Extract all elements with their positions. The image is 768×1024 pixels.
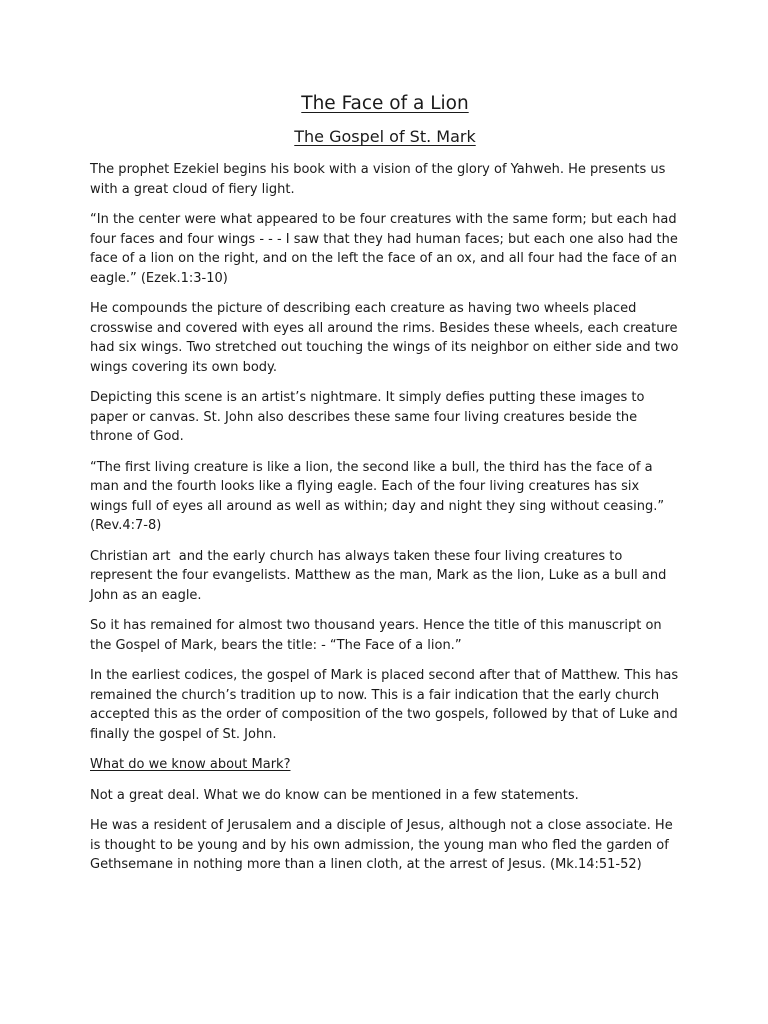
- paragraph-four-evangelists: Christian art and the early church has always taken these four living creatures to represent the four evangelists. Matthew as the man, Mark as the lion, Luke as a bull and John as an eagle.: [90, 548, 671, 603]
- paragraph-ezekiel-quote: “In the center were what appeared to be four creatures with the same form; but each had four faces and four wings - - - I saw that they had human faces; but each one also had the face of a lion on the right, and on the left the face of an ox, and all four had the face of an eagle.” (Ezek.1:3-10): [90, 212, 683, 286]
- section-heading: What do we know about Mark?: [90, 757, 291, 772]
- paragraph-not-a-great-deal: Not a great deal. What we do know can be mentioned in a few statements.: [90, 787, 579, 803]
- paragraph-revelation-quote: “The first living creature is like a lion, the second like a bull, the third has the face of a man and the fourth looks like a flying eagle. Each of the four living creatures has six wings full of eyes all around as well as within; day and night they sing without ceasing.” (Rev.4:7-8): [90, 459, 669, 533]
- paragraph-wheels-and-wings: He compounds the picture of describing each creature as having two wheels placed crosswise and covered with eyes all around the rims. Besides these wheels, each creature had six wings. Two stretched out touching the wings of its neighbor on either side and two wings covering its own body.: [90, 301, 683, 375]
- document-title: The Face of a Lion: [301, 93, 469, 114]
- paragraph-ezekiel-vision: The prophet Ezekiel begins his book with a vision of the glory of Yahweh. He presents us with a great cloud of fiery light.: [90, 162, 670, 197]
- paragraph-earliest-codices: In the earliest codices, the gospel of Mark is placed second after that of Matthew. This has remained the church’s tradition up to now. This is a fair indication that the early church accepted this as the order of composition of the two gospels, followed by that of Luke and finally the gospel of St. John.: [90, 668, 683, 742]
- paragraph-resident-of-jerusalem: He was a resident of Jerusalem and a disciple of Jesus, although not a close associate. He is thought to be young and by his own admission, the young man who fled the garden of Gethsemane in nothing more than a linen cloth, at the arrest of Jesus. (Mk.14:51-52): [90, 818, 677, 872]
- paragraph-manuscript-title: So it has remained for almost two thousand years. Hence the title of this manuscript on the Gospel of Mark, bears the title: - “The Face of a lion.”: [90, 618, 666, 653]
- document-body: [90, 90, 683, 875]
- paragraph-artists-nightmare: Depicting this scene is an artist’s nightmare. It simply defies putting these images to paper or canvas. St. John also describes these same four living creatures beside the throne of God.: [90, 390, 649, 444]
- document-subtitle: The Gospel of St. Mark: [294, 127, 476, 146]
